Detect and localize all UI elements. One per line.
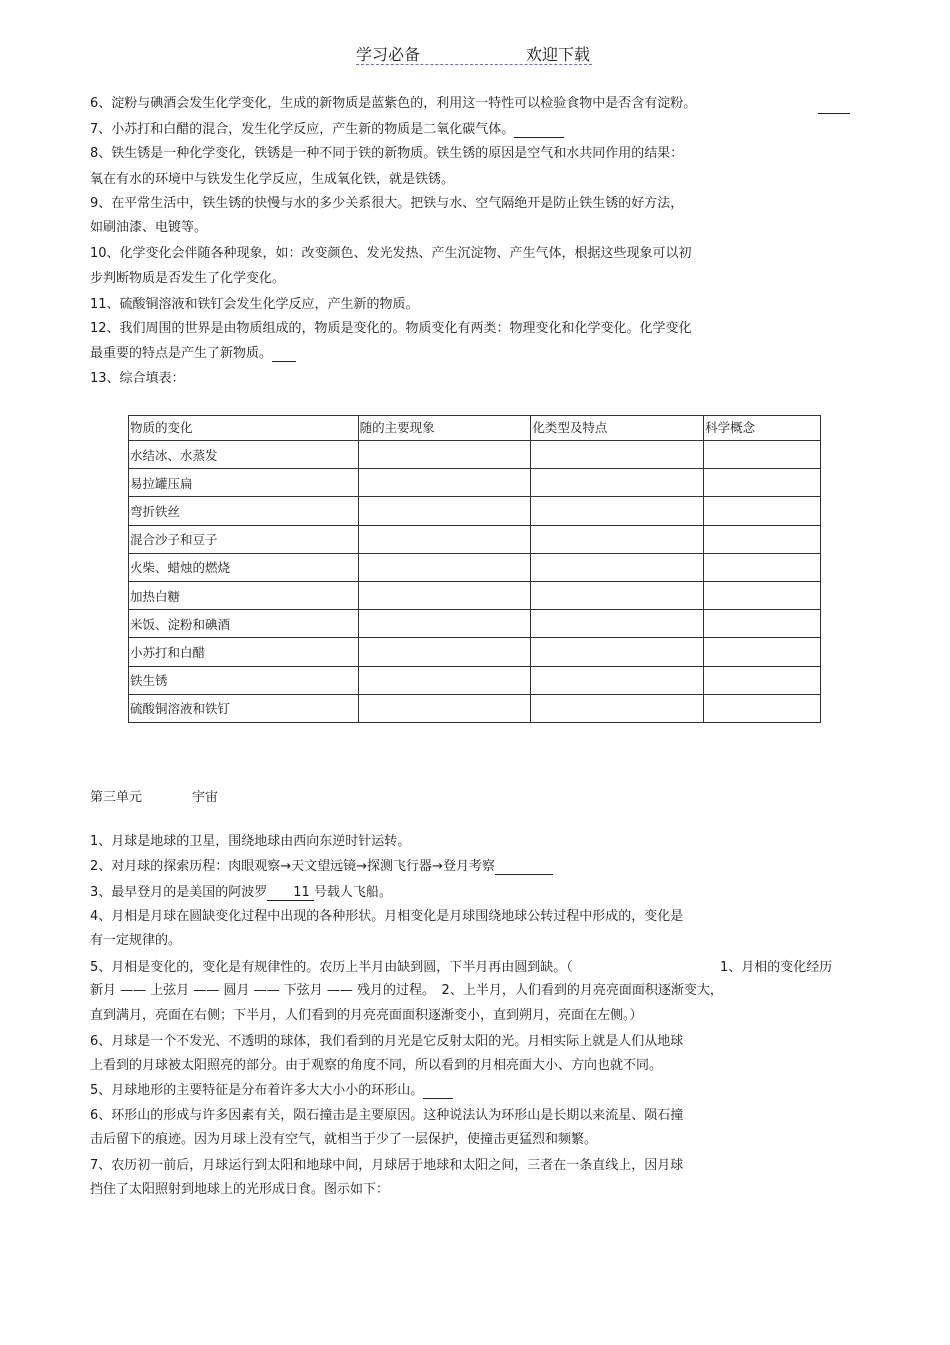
empty-cell[interactable]: [358, 581, 531, 609]
table-cell: 小苏打和白醋: [129, 638, 359, 666]
empty-cell[interactable]: [358, 666, 531, 694]
empty-cell[interactable]: [531, 610, 704, 638]
empty-cell[interactable]: [704, 469, 821, 497]
eclipse-item-7a: 7、农历初一前后，月球运行到太阳和地球中间，月球居于地球和太阳之间，三者在一条直线上，因月球: [90, 1158, 684, 1173]
empty-cell[interactable]: [531, 666, 704, 694]
moon-item-3: 3、最早登月的是美国的阿波罗 11 号载人飞船。: [90, 885, 392, 900]
unit-heading: [90, 786, 218, 805]
empty-cell[interactable]: [704, 553, 821, 581]
empty-cell[interactable]: [531, 581, 704, 609]
table-header-row: [129, 416, 821, 441]
item-13: 13、综合填表：: [90, 371, 185, 386]
table-row: [129, 638, 821, 666]
empty-cell[interactable]: [531, 638, 704, 666]
table-row: [129, 469, 821, 497]
crater-item-6b: 击后留下的痕迹。因为月球上没有空气，就相当于少了一层保护，使撞击更猛烈和频繁。: [90, 1132, 598, 1147]
item-12b: 最重要的特点是产生了新物质。: [90, 346, 296, 362]
header-right: 欢迎下载: [525, 45, 590, 64]
header-left: 学习必备: [356, 45, 421, 64]
crater-item-6a: 6、环形山的形成与许多因素有关，陨石撞击是主要原因。这种说法认为环形山是长期以来流星、陨石撞: [90, 1108, 684, 1123]
table-row: [129, 666, 821, 694]
crater-item-5: 5、月球地形的主要特征是分布着许多大大小小的环形山。: [90, 1083, 453, 1099]
page-header: [356, 40, 592, 65]
table-header: 物质的变化: [129, 416, 359, 441]
empty-cell[interactable]: [704, 525, 821, 553]
table-cell: 米饭、淀粉和碘酒: [129, 610, 359, 638]
moon-item-4b: 有一定规律的。: [90, 933, 182, 948]
moon-item-4a: 4、月相是月球在圆缺变化过程中出现的各种形状。月相变化是月球围绕地球公转过程中形成的，变化是: [90, 909, 684, 924]
table-header: 随的主要现象: [358, 416, 531, 441]
item-8a: 8、铁生锈是一种化学变化，铁锈是一种不同于铁的新物质。铁生锈的原因是空气和水共同作用的结果：: [90, 146, 684, 161]
item-9b: 如刷油漆、电镀等。: [90, 220, 208, 235]
empty-cell[interactable]: [704, 638, 821, 666]
table-row: [129, 694, 821, 722]
empty-cell[interactable]: [358, 610, 531, 638]
unit-name: 宇宙: [192, 790, 219, 805]
answer-blank: [818, 100, 850, 114]
item-11: 11、硫酸铜溶液和铁钉会发生化学反应，产生新的物质。: [90, 297, 419, 312]
empty-cell[interactable]: [704, 497, 821, 525]
table-row: [129, 581, 821, 609]
table-row: [129, 553, 821, 581]
empty-cell[interactable]: [358, 525, 531, 553]
empty-cell[interactable]: [358, 497, 531, 525]
table-cell: 易拉罐压扁: [129, 469, 359, 497]
empty-cell[interactable]: [531, 469, 704, 497]
empty-cell[interactable]: [531, 694, 704, 722]
table-cell: 混合沙子和豆子: [129, 525, 359, 553]
empty-cell[interactable]: [704, 694, 821, 722]
moon-item-5a: 5、月相是变化的，变化是有规律性的。农历上半月由缺到圆，下半月再由圆到缺。（: [90, 960, 573, 975]
unit-label: 第三单元: [90, 790, 143, 805]
table-cell: 弯折铁丝: [129, 497, 359, 525]
table-header: 化类型及特点: [531, 416, 704, 441]
moon-item-1: 1、月球是地球的卫星，围绕地球由西向东逆时针运转。: [90, 834, 411, 849]
item-8b: 氧在有水的环境中与铁发生化学反应，生成氧化铁，就是铁锈。: [90, 172, 455, 187]
item-7: 7、小苏打和白醋的混合，发生化学反应，产生新的物质是二氧化碳气体。: [90, 122, 564, 138]
moon-item-5c: 直到满月，亮面在右侧；下半月，人们看到的月亮亮面面积逐渐变小，直到朔月，亮面在左侧。）: [90, 1008, 643, 1023]
table-row: [129, 497, 821, 525]
empty-cell[interactable]: [358, 694, 531, 722]
table-cell: 水结冰、水蒸发: [129, 441, 359, 469]
empty-cell[interactable]: [531, 497, 704, 525]
item-10a: 10、化学变化会伴随各种现象，如：改变颜色、发光发热、产生沉淀物、产生气体，根据这些现象可以初: [90, 246, 692, 261]
empty-cell[interactable]: [704, 610, 821, 638]
empty-cell[interactable]: [358, 553, 531, 581]
table-row: [129, 610, 821, 638]
empty-cell[interactable]: [531, 525, 704, 553]
moon-item-5b: 新月 —— 上弦月 —— 圆月 —— 下弦月 —— 残月的过程。 2、上半月，人们看到的月亮亮面面积逐渐变大，: [90, 983, 723, 998]
item-9a: 9、在平常生活中，铁生锈的快慢与水的多少关系很大。把铁与水、空气隔绝开是防止铁生锈的好方法，: [90, 196, 684, 211]
empty-cell[interactable]: [704, 441, 821, 469]
table-header: 科学概念: [704, 416, 821, 441]
empty-cell[interactable]: [358, 638, 531, 666]
empty-cell[interactable]: [704, 581, 821, 609]
table-row: [129, 441, 821, 469]
moon-item-6b: 上看到的月球被太阳照亮的部分。由于观察的角度不同，所以看到的月相亮面大小、方向也就不同。: [90, 1058, 663, 1073]
table-cell: 铁生锈: [129, 666, 359, 694]
table-row: [129, 525, 821, 553]
empty-cell[interactable]: [358, 469, 531, 497]
summary-table: [128, 415, 821, 723]
table-cell: 硫酸铜溶液和铁钉: [129, 694, 359, 722]
eclipse-item-7b: 挡住了太阳照射到地球上的光形成日食。图示如下：: [90, 1182, 390, 1197]
moon-item-5a-cont: 1、月相的变化经历: [720, 960, 833, 975]
empty-cell[interactable]: [531, 441, 704, 469]
item-6: 6、淀粉与碘酒会发生化学变化，生成的新物质是蓝紫色的，利用这一特性可以检验食物中是否含有淀粉。: [90, 96, 697, 111]
empty-cell[interactable]: [358, 441, 531, 469]
moon-item-6a: 6、月球是一个不发光、不透明的球体，我们看到的月光是它反射太阳的光。月相实际上就是人们从地球: [90, 1034, 684, 1049]
moon-item-2: 2、对月球的探索历程：肉眼观察→天文望远镜→探测飞行器→登月考察: [90, 859, 553, 875]
table-cell: 火柴、蜡烛的燃烧: [129, 553, 359, 581]
empty-cell[interactable]: [531, 553, 704, 581]
item-10b: 步判断物质是否发生了化学变化。: [90, 271, 286, 286]
table-cell: 加热白糖: [129, 581, 359, 609]
empty-cell[interactable]: [704, 666, 821, 694]
item-12a: 12、我们周围的世界是由物质组成的，物质是变化的。物质变化有两类：物理变化和化学变化。化学变化: [90, 321, 692, 336]
